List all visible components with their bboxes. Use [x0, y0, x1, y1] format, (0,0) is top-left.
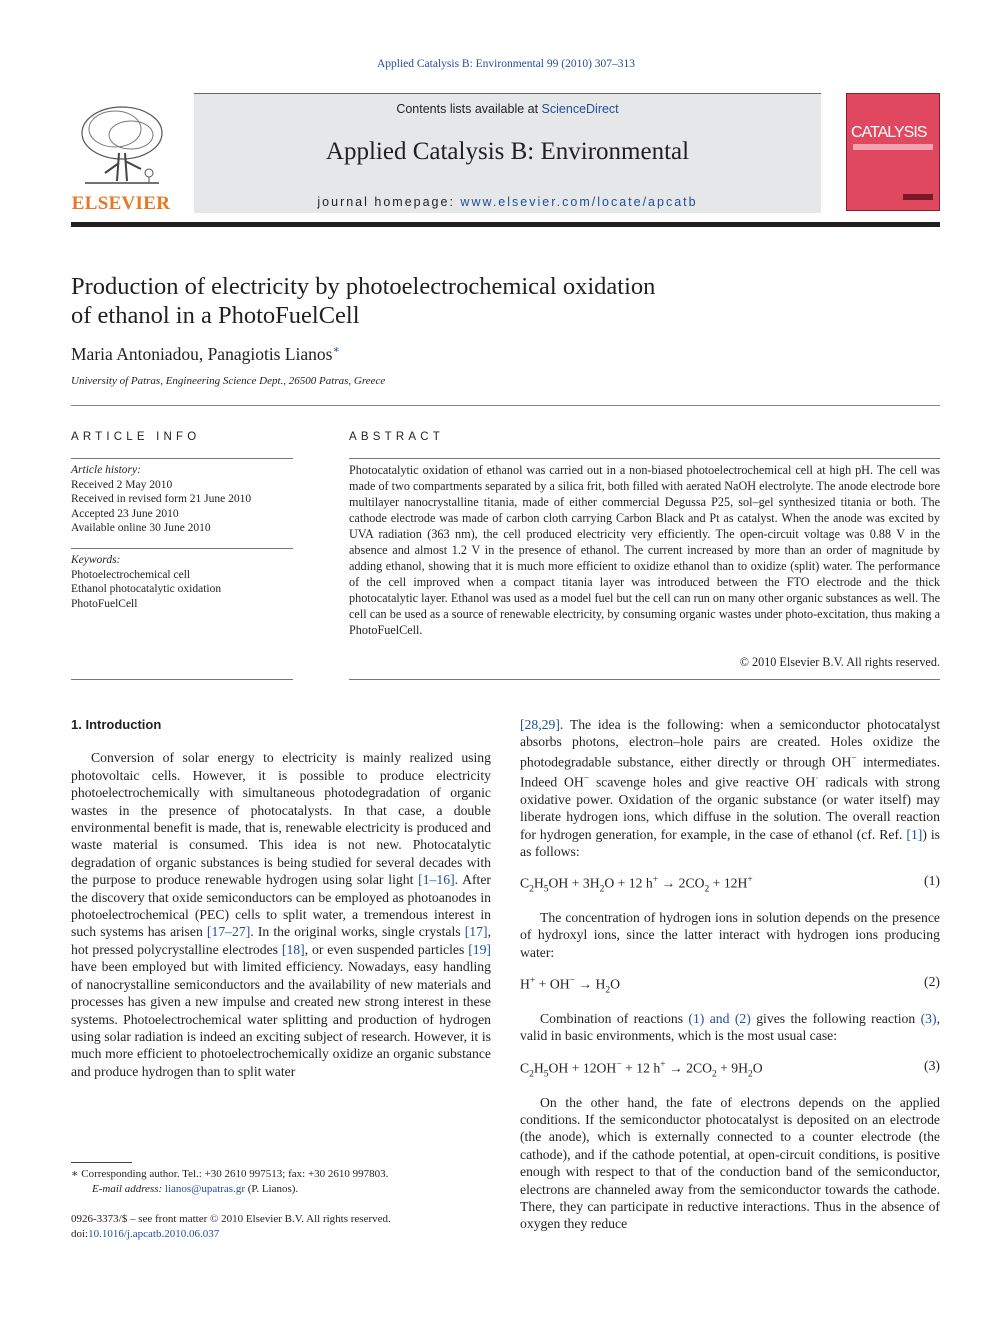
text-run: , hot pressed polycrystalline electrodes	[71, 924, 491, 957]
equation-number: (2)	[924, 974, 940, 990]
article-info-heading: ARTICLE INFO	[71, 431, 201, 443]
journal-banner	[194, 93, 821, 213]
text-run: have been employed but with limited efficiency. Nowadays, easy handling of nanocrystalline semiconductors and the availability of new materials and processes has given a new impulse and created new strong interest in these systems. Photoelectrochemical water splitting and production of hydrogen using solar radiation is indeed an exciting subject of research. However, it is much more efficient to photoelectrochemically oxidize an organic substance and produce hydrogen than to split water	[71, 959, 491, 1079]
text-run: radicals with strong oxidative power. Oxidation of the organic substance (or water itself) may liberate hydrogen ions, which diffuse in the solution. The overall reaction for hydrogen generation, for example, in the case of ethanol (cf. Ref.	[520, 774, 940, 842]
article-history	[71, 463, 293, 536]
text-run: , or even suspended particles	[304, 941, 469, 957]
elsevier-wordmark: ELSEVIER	[71, 193, 171, 214]
divider	[349, 679, 940, 680]
history-label: Article history:	[71, 464, 141, 476]
footnote-corresponding: ∗ Corresponding author. Tel.: +30 2610 997513; fax: +30 2610 997803.	[71, 1168, 389, 1180]
keyword: Ethanol photocatalytic oxidation	[71, 583, 222, 595]
doi-line	[71, 1227, 491, 1242]
journal-citation[interactable]: Applied Catalysis B: Environmental 99 (2010) 307–313	[376, 58, 636, 70]
equation-number: (3)	[924, 1057, 940, 1073]
text-run: scavenge holes and give reactive OH	[589, 774, 816, 790]
contents-prefix: Contents lists available at	[396, 102, 542, 116]
footnote-email-line	[71, 1182, 491, 1197]
abstract-copyright: © 2010 Elsevier B.V. All rights reserved.	[739, 655, 940, 669]
equation-link[interactable]: (1) and (2)	[688, 1011, 751, 1026]
history-item: Received in revised form 21 June 2010	[71, 493, 252, 505]
issn-line: 0926-3373/$ – see front matter © 2010 Elsevier B.V. All rights reserved.	[71, 1213, 391, 1225]
body-left-column	[71, 716, 491, 1080]
abstract-text: Photocatalytic oxidation of ethanol was carried out in a non-biased photoelectrochemical cell at high pH. The cell was made of two compartments separated by a silica frit, both filled with aerated NaOH electrolyte. The anode electrode bore multilayer nanocrystalline titania, made of either commercial Degussa P25, sol–gel synthesized titania or both. The cathode electrode was made of carbon cloth carrying Carbon Black and Pt as catalyst. When the anode was excited by UVA radiation (363 nm), the cell produced electricity very efficiently. The open-circuit voltage was 0.88 V in the absence and almost 1.2 V in the presence of ethanol. The current increased by more than an order of magnitude by adding ethanol, showing that it is much more efficient to oxidize ethanol than to oxidize (split) water. The performance of the cell improved when a compact titania layer was introduced between the FTO electrode and the thick photocatalytic layer. Ethanol was used as a model fuel but the cell can run on many other organic substances as well. The cell can be used as a source of renewable electricity, by consuming organic wastes under photo-excitation, thus making a PhotoFuelCell.	[349, 463, 940, 637]
text-run: . The idea is the following: when a semiconductor photocatalyst absorbs photons, electron–hole pairs are created. Holes oxidize the photodegradable substance, either directly or through OH	[520, 717, 940, 770]
reference-link[interactable]: [1]	[906, 826, 923, 842]
contents-line	[194, 102, 821, 116]
email-suffix: (P. Lianos).	[245, 1182, 299, 1195]
superscript: ·	[815, 773, 819, 784]
corresponding-author-mark[interactable]: ∗	[332, 344, 340, 356]
footnote-rule	[71, 1162, 132, 1163]
reference-link[interactable]: [18]	[281, 941, 305, 957]
reference-link[interactable]: [1–16]	[418, 872, 455, 888]
equation-2	[520, 973, 940, 1000]
footnote	[71, 1167, 491, 1196]
reference-link[interactable]: [19]	[468, 941, 491, 957]
cover-title: CATALYSIS	[851, 124, 927, 141]
body-right-column	[520, 716, 940, 1233]
text-run: Conversion of solar energy to electricity is mainly realized using photovoltaic cells. However, it is possible to produce electricity photoelectrochemically with simultaneous photodegradation of organic wastes in the presence of photocatalysts. In that case, a double environmental benefit is made, that is, renewable electricity is produced and waste material is consumed. This idea is not new. Photocatalytic degradation of organic substances is being studied for several decades with the purpose to produce renewable hydrogen using solar light	[71, 750, 491, 888]
title-line-1: Production of electricity by photoelectrochemical oxidation	[71, 273, 656, 300]
equation-3	[520, 1057, 940, 1084]
doi-link[interactable]: 10.1016/j.apcatb.2010.06.037	[88, 1227, 220, 1240]
reference-link[interactable]: [28,29]	[520, 717, 560, 732]
history-item: Accepted 23 June 2010	[71, 507, 179, 520]
section-heading-introduction: 1. Introduction	[71, 717, 162, 732]
elsevier-logo[interactable]	[71, 103, 171, 213]
email-link[interactable]: lianos@upatras.gr	[164, 1182, 246, 1195]
text-run: gives the following reaction	[750, 1011, 921, 1026]
equation-expression: $C_2H_5OH + 3H_2O + 12$ $h^+ \to 2CO_2 + 12H^+$	[520, 875, 753, 895]
journal-cover-thumbnail[interactable]	[846, 93, 940, 211]
text-run: . In the original works, single crystals	[250, 924, 465, 940]
sciencedirect-link[interactable]: ScienceDirect	[541, 102, 619, 116]
journal-title: Applied Catalysis B: Environmental	[325, 138, 690, 165]
masthead	[71, 93, 940, 213]
body-paragraph	[520, 1010, 940, 1045]
body-paragraph: The concentration of hydrogen ions in solution depends on the presence of hydroxyl ions, since the latter interact with hydrogen ions producing water:	[520, 910, 940, 960]
body-paragraph	[71, 749, 491, 1080]
homepage-line	[194, 195, 821, 209]
reference-link[interactable]: [17–27]	[206, 924, 251, 940]
doi-prefix: doi:	[71, 1227, 89, 1240]
equation-1	[520, 872, 940, 899]
homepage-link[interactable]: www.elsevier.com/locate/apcatb	[460, 195, 698, 209]
history-item: Available online 30 June 2010	[71, 522, 211, 534]
front-matter	[71, 1212, 491, 1241]
authors	[71, 343, 340, 365]
title-line-2: of ethanol in a PhotoFuelCell	[71, 302, 360, 329]
text-run: , valid in basic environments, which is the most usual case:	[520, 1011, 941, 1044]
superscript: −	[583, 773, 590, 784]
divider	[71, 405, 940, 406]
email-label: E-mail address:	[92, 1182, 163, 1195]
divider	[71, 679, 293, 680]
keyword: PhotoFuelCell	[71, 597, 138, 610]
text-run: . After the discovery that oxide semiconductors can be employed as photoanodes in photoelectrochemical (PEC) cells to split water, a tremendous interest in such systems has arisen	[71, 872, 491, 940]
elsevier-tree-icon	[75, 103, 169, 189]
text-run: intermediates. Indeed OH	[520, 754, 941, 790]
keywords	[71, 553, 293, 611]
equation-expression: $H^+ + OH^- \to H_2O$	[520, 976, 621, 996]
author-names: Maria Antoniadou, Panagiotis Lianos	[71, 343, 333, 364]
header-rule	[71, 222, 940, 227]
keywords-label: Keywords:	[71, 554, 121, 566]
equation-link[interactable]: (3)	[920, 1011, 937, 1026]
text-run: Combination of reactions	[540, 1011, 689, 1026]
affiliation: University of Patras, Engineering Science Dept., 26500 Patras, Greece	[71, 375, 386, 387]
body-paragraph	[520, 716, 940, 860]
equation-expression: $C_2H_5OH + 12OH^- + 12$ $h^+ \to 2CO_2 + 9H_2O$	[520, 1059, 763, 1080]
equation-number: (1)	[924, 873, 940, 889]
body-paragraph: On the other hand, the fate of electrons depends on the applied conditions. If the semiconductor photocatalyst is deposited on an electrode (the anode), which is externally connected to a counter electrode (the cathode), and if the cathode potential, at open-circuit conditions, is positive enough with respect to that of the conduction band of the semiconductor, electrons are channeled away from the semiconductor towards the cathode. There, they can participate in reductive interactions. Thus in the absence of oxygen they reduce	[520, 1094, 940, 1232]
history-item: Received 2 May 2010	[71, 478, 173, 491]
cover-subtitle-band	[853, 144, 933, 150]
homepage-prefix: journal homepage:	[317, 195, 461, 209]
cover-publisher-mark	[903, 194, 933, 200]
divider	[71, 458, 293, 459]
superscript: −	[851, 753, 857, 764]
divider	[71, 548, 293, 549]
abstract-heading: ABSTRACT	[349, 431, 444, 443]
keyword: Photoelectrochemical cell	[71, 568, 191, 581]
article-title	[71, 272, 771, 330]
divider	[349, 458, 940, 459]
text-run: ) is as follows:	[520, 826, 940, 859]
reference-link[interactable]: [17]	[464, 924, 488, 940]
